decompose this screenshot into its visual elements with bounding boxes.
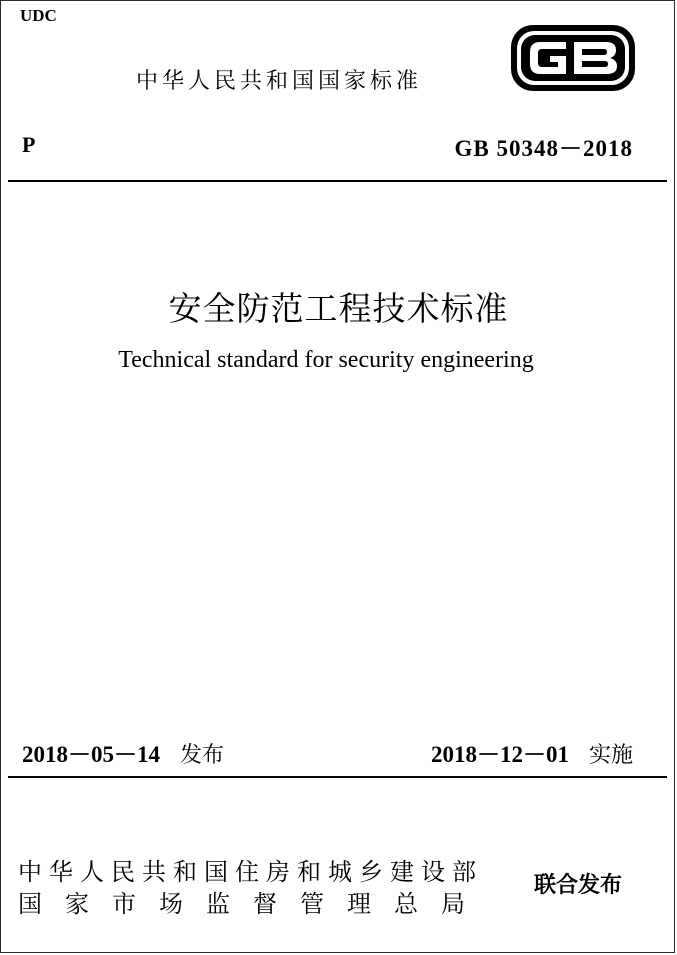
national-standard-heading: 中华人民共和国国家标准	[136, 69, 423, 94]
implement-date: 2018－12－01	[430, 742, 569, 767]
bottom-divider	[8, 776, 667, 778]
issue-date: 2018－05－14	[22, 742, 160, 767]
title-english: Technical standard for security engineering	[118, 347, 534, 373]
gb-logo	[510, 24, 636, 92]
top-divider	[8, 180, 667, 182]
udc-label: UDC	[20, 6, 57, 25]
implement-label: 实施	[588, 743, 633, 768]
joint-publish-label: 联合发布	[534, 873, 623, 898]
publisher-line-2: 国家市场监督管理总局	[18, 890, 488, 918]
publisher-line-1: 中华人民共和国住房和城乡建设部	[18, 858, 483, 886]
category-code: P	[22, 132, 36, 157]
title-chinese: 安全防范工程技术标准	[168, 289, 509, 328]
implement-date-line	[431, 736, 633, 769]
issue-label: 发布	[180, 743, 225, 768]
issue-date-line	[22, 736, 224, 769]
standard-number: GB 50348－2018	[454, 136, 633, 161]
